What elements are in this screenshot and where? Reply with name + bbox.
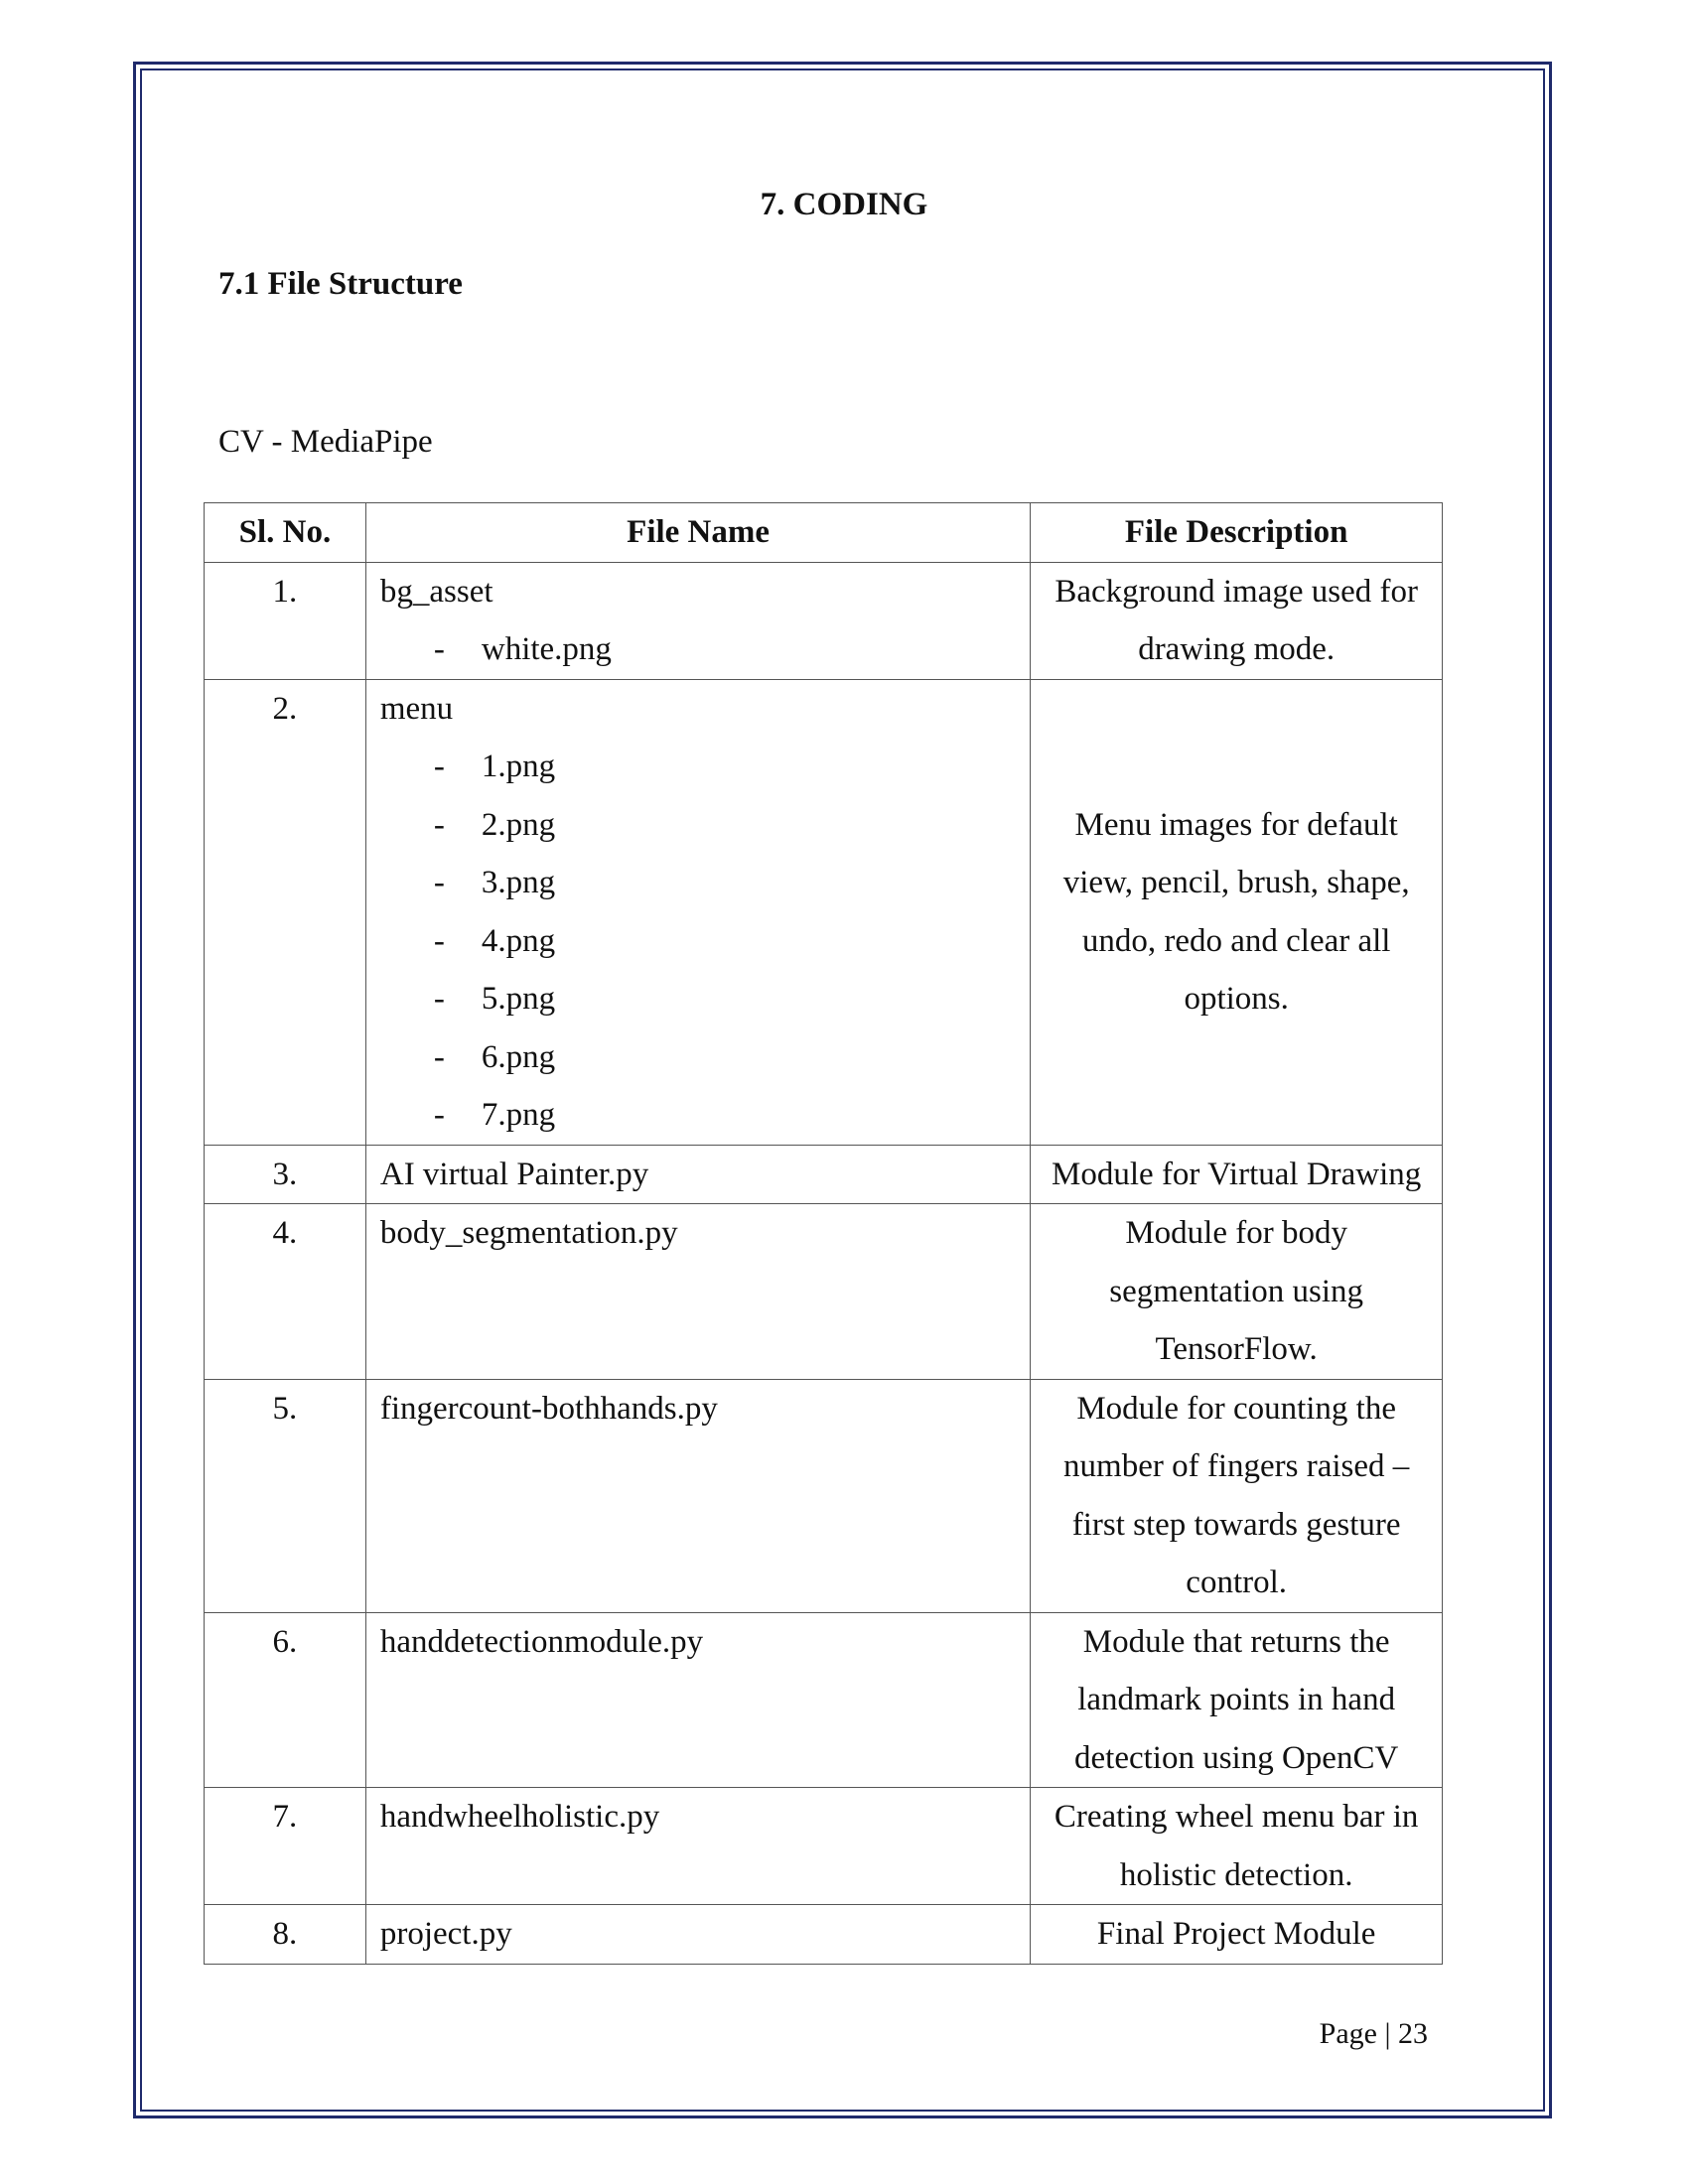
file-name: handdetectionmodule.py: [379, 1623, 704, 1660]
table-row: [205, 1379, 1443, 1612]
sub-file-item: [380, 1086, 1016, 1145]
row-file-name-cell: [365, 1612, 1030, 1788]
file-name: bg_asset: [379, 573, 493, 610]
row-file-description: Module for counting the number of fingers raised – first step towards gesture control.: [1031, 1379, 1443, 1612]
row-number: 6.: [205, 1612, 366, 1788]
sub-file-item: [380, 1028, 1016, 1087]
table-row: [205, 1905, 1443, 1965]
row-file-description: Module that returns the landmark points in hand detection using OpenCV: [1031, 1612, 1443, 1788]
dash-marker: -: [433, 631, 445, 667]
file-name: body_segmentation.py: [379, 1215, 678, 1251]
table-header-row: [205, 503, 1443, 563]
row-number: 1.: [205, 562, 366, 679]
row-number: 8.: [205, 1905, 366, 1965]
sub-file-name: 5.png: [481, 981, 556, 1017]
chapter-title: 7. CODING: [760, 187, 928, 222]
sub-file-name: 6.png: [481, 1038, 556, 1075]
sub-file-name: 4.png: [481, 922, 556, 959]
dash-marker: -: [433, 922, 445, 959]
row-file-name-cell: [365, 679, 1030, 1145]
file-name: fingercount-bothhands.py: [379, 1390, 718, 1427]
dash-marker: -: [433, 865, 445, 900]
file-structure-table: [204, 502, 1443, 1965]
row-file-name-cell: [365, 1788, 1030, 1905]
sub-file-name: 1.png: [481, 749, 556, 784]
row-file-name-cell: [365, 1379, 1030, 1612]
dash-marker: -: [433, 749, 445, 784]
file-name: handwheelholistic.py: [379, 1799, 660, 1835]
row-file-name-cell: [365, 1145, 1030, 1204]
table-body: [205, 562, 1443, 1964]
row-file-description: Background image used for drawing mode.: [1031, 562, 1443, 679]
sub-file-item: [380, 854, 1016, 912]
sub-file-item: [380, 970, 1016, 1028]
table-row: [205, 1612, 1443, 1788]
sub-file-item: [380, 796, 1016, 855]
row-number: 5.: [205, 1379, 366, 1612]
sub-file-item: [380, 912, 1016, 971]
row-file-description: Module for body segmentation using TensorFlow.: [1031, 1204, 1443, 1380]
row-number: 7.: [205, 1788, 366, 1905]
row-number: 4.: [205, 1204, 366, 1380]
project-label: CV - MediaPipe: [218, 424, 433, 460]
header-file-name: File Name: [365, 503, 1030, 563]
sub-file-name: 2.png: [481, 806, 556, 843]
file-name: AI virtual Painter.py: [379, 1156, 649, 1192]
table-row: [205, 679, 1443, 1145]
table-row: [205, 1204, 1443, 1380]
dash-marker: -: [433, 1097, 445, 1133]
dash-marker: -: [433, 1038, 445, 1075]
row-number: 3.: [205, 1145, 366, 1204]
sub-file-name: white.png: [481, 631, 612, 667]
sub-file-item: [380, 738, 1016, 796]
row-file-name-cell: [365, 1204, 1030, 1380]
page-number: Page | 23: [1319, 2017, 1428, 2050]
dash-marker: -: [433, 981, 445, 1017]
row-file-name-cell: [365, 562, 1030, 679]
row-file-name-cell: [365, 1905, 1030, 1965]
row-number: 2.: [205, 679, 366, 1145]
file-name: menu: [379, 690, 454, 727]
row-file-description: Final Project Module: [1031, 1905, 1443, 1965]
table-row: [205, 1145, 1443, 1204]
row-file-description: Creating wheel menu bar in holistic detection.: [1031, 1788, 1443, 1905]
header-sl-no: Sl. No.: [205, 503, 366, 563]
header-file-description: File Description: [1031, 503, 1443, 563]
table-row: [205, 1788, 1443, 1905]
section-title: 7.1 File Structure: [218, 266, 463, 302]
sub-file-name: 7.png: [481, 1097, 556, 1133]
row-file-description: Menu images for default view, pencil, brush, shape, undo, redo and clear all options.: [1031, 679, 1443, 1145]
dash-marker: -: [433, 806, 445, 843]
row-file-description: Module for Virtual Drawing: [1031, 1145, 1443, 1204]
sub-file-item: [380, 620, 1016, 679]
table-row: [205, 562, 1443, 679]
file-name: project.py: [379, 1916, 512, 1952]
sub-file-name: 3.png: [481, 865, 556, 900]
